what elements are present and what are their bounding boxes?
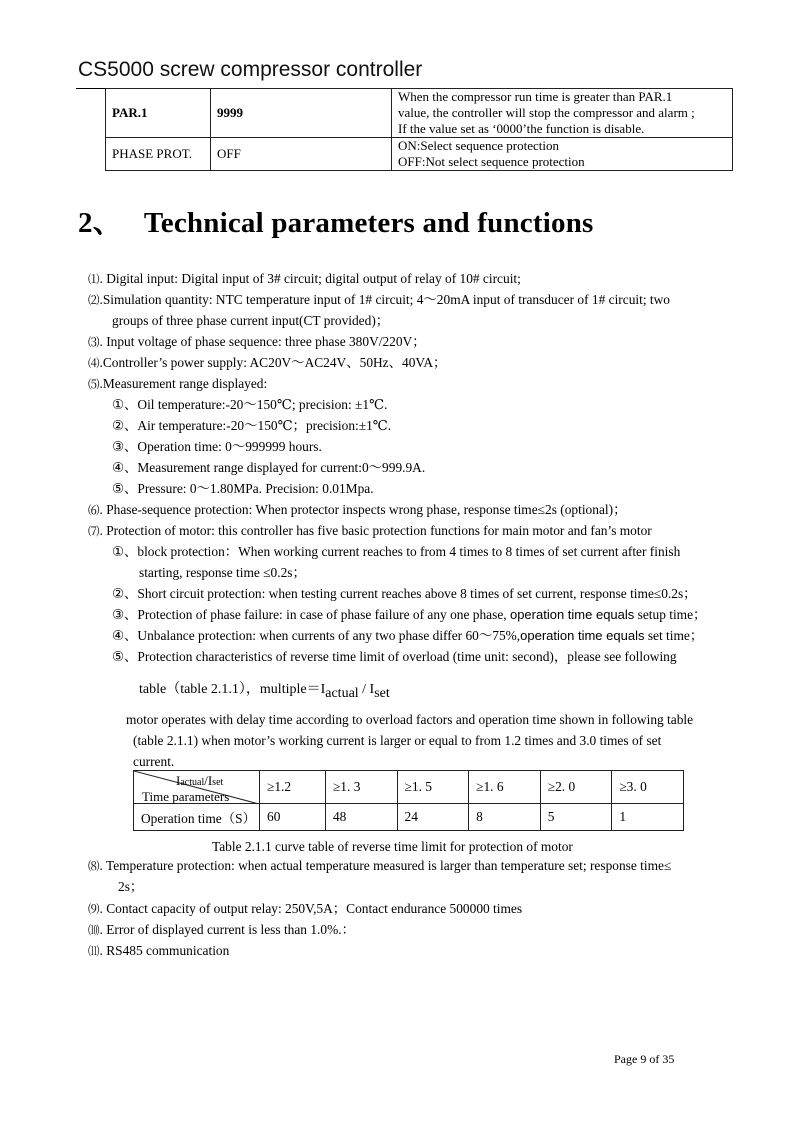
sub-item [112, 627, 703, 645]
time-cell: 5 [540, 804, 612, 831]
item-continuation: groups of three phase current input(CT provided)； [112, 313, 390, 328]
desc-line: ON:Select sequence protection [398, 138, 559, 153]
subscript: set [212, 777, 224, 788]
time-cell: 8 [469, 804, 541, 831]
sub-item: ①、Oil temperature:-20～150℃; precision: ±1℃. [112, 397, 388, 412]
formula-line [139, 681, 390, 703]
param-description [392, 138, 733, 171]
item-phase-sequence [88, 501, 626, 520]
section-title-text: Technical parameters and functions [143, 207, 594, 239]
text-run: / I [358, 682, 375, 697]
desc-line: When the compressor run time is greater than PAR.1 [398, 89, 673, 104]
sub-item: ①、block protection：When working current reaches to from 4 times to 8 times of set current after finish [112, 544, 681, 559]
time-cell: 1 [612, 804, 684, 831]
item-continuation: 2s； [118, 879, 144, 894]
time-cell: 48 [325, 804, 397, 831]
item-motor-protection [88, 522, 652, 541]
section-number: 2、 [78, 207, 122, 239]
corner-header-cell [134, 771, 260, 804]
item-marker: ⑹ [88, 505, 100, 517]
item-text: . Protection of motor: this controller has five basic protection functions for main motor and fan’s motor [99, 523, 652, 538]
item-marker: ⑴ [88, 274, 100, 286]
factor-cell: ≥1.2 [260, 771, 326, 804]
text-run: operation time equals [520, 628, 645, 643]
text-run: operation time equals [509, 607, 635, 622]
sub-item: ④、Measurement range displayed for current:0～999.9A. [112, 460, 426, 475]
document-header-title: CS5000 screw compressor controller [78, 58, 423, 81]
factor-cell: ≥1. 3 [325, 771, 397, 804]
item-text: . Digital input: Digital input of 3# circuit; digital output of relay of 10# circuit; [99, 271, 521, 286]
item-marker: ⑾ [88, 946, 100, 958]
item-text: . Temperature protection: when actual temperature measured is larger than temperature set; response time≤ [99, 858, 672, 873]
page-number: Page 9 of 35 [614, 1052, 675, 1066]
item-rs485 [88, 942, 229, 961]
corner-top-label [176, 773, 223, 789]
sub-item: ③、Operation time: 0～999999 hours. [112, 439, 322, 454]
desc-line: If the value set as ‘0000’the function is disable. [398, 121, 645, 136]
item-text: . Phase-sequence protection: When protector inspects wrong phase, response time≤2s (optional)； [99, 502, 627, 517]
paragraph-line: current. [133, 754, 175, 769]
sub-item [112, 606, 706, 624]
item-marker: ⑺ [88, 526, 100, 538]
sub-item: ②、Air temperature:-20～150℃；precision:±1℃. [112, 418, 392, 433]
table-row [106, 138, 733, 171]
item-text: .Simulation quantity: NTC temperature input of 1# circuit; 4～20mA input of transducer of 1# circuit; two [99, 292, 670, 307]
factor-cell: ≥3. 0 [612, 771, 684, 804]
subscript: set [374, 686, 390, 701]
time-cell: 24 [397, 804, 469, 831]
item-marker: ⑻ [88, 861, 100, 873]
item-marker: ⑽ [88, 925, 100, 937]
text-run: I [176, 773, 181, 788]
text-run: table（table 2.1.1），multiple＝I [139, 682, 326, 697]
table-row [134, 771, 684, 804]
item-marker: ⑷ [88, 358, 100, 370]
item-simulation-quantity [88, 291, 670, 310]
table-caption: Table 2.1.1 curve table of reverse time limit for protection of motor [212, 839, 573, 854]
item-text: . Error of displayed current is less than 1.0%.： [99, 922, 355, 937]
item-current-error [88, 921, 355, 940]
subscript: actual [325, 686, 359, 701]
item-text: . Input voltage of phase sequence: three phase 380V/220V； [99, 334, 426, 349]
text-run: ④、Unbalance protection: when currents of any two phase differ 60～75%, [112, 628, 521, 643]
item-marker: ⑶ [88, 337, 100, 349]
text-run: set time； [644, 628, 704, 643]
parameter-table [105, 88, 733, 171]
row-label-cell: Operation time（S） [134, 804, 260, 831]
table-row [134, 804, 684, 831]
text-run: /I [204, 773, 213, 788]
text-run: setup time； [634, 607, 707, 622]
param-name: PAR.1 [106, 89, 211, 138]
param-value: OFF [211, 138, 392, 171]
sub-item-continuation: starting, response time ≤0.2s； [139, 565, 306, 580]
factor-cell: ≥1. 5 [397, 771, 469, 804]
item-input-voltage [88, 333, 426, 352]
subscript: actual [180, 777, 205, 788]
paragraph-line: (table 2.1.1) when motor’s working current is larger or equal to from 1.2 times and 3.0 times of set [133, 733, 662, 748]
sub-item: ②、Short circuit protection: when testing current reaches above 8 times of set current, response time≤0.2s； [112, 586, 697, 601]
time-cell: 60 [260, 804, 326, 831]
item-text: .Controller’s power supply: AC20V～AC24V、50Hz、40VA； [99, 355, 447, 370]
desc-line: value, the controller will stop the compressor and alarm ; [398, 105, 695, 120]
corner-bottom-label: Time parameters [142, 789, 230, 804]
param-description [392, 89, 733, 138]
text-run: ③、Protection of phase failure: in case of phase failure of any one phase, [112, 607, 510, 622]
item-text: . Contact capacity of output relay: 250V,5A；Contact endurance 500000 times [99, 901, 523, 916]
section-heading [78, 200, 594, 241]
desc-line: OFF:Not select sequence protection [398, 154, 585, 169]
item-measurement-range [88, 375, 267, 394]
item-contact-capacity [88, 900, 522, 919]
param-value: 9999 [211, 89, 392, 138]
item-temperature-protection [88, 857, 671, 876]
sub-item: ⑤、Protection characteristics of reverse time limit of overload (time unit: second)，please see following [112, 649, 677, 664]
item-marker: ⑼ [88, 904, 100, 916]
overload-table [133, 770, 684, 831]
sub-item: ⑤、Pressure: 0～1.80MPa. Precision: 0.01Mpa. [112, 481, 374, 496]
item-marker: ⑸ [88, 379, 100, 391]
table-row [106, 89, 733, 138]
factor-cell: ≥1. 6 [469, 771, 541, 804]
paragraph-line: motor operates with delay time according to overload factors and operation time shown in following table [126, 712, 694, 727]
item-marker: ⑵ [88, 295, 100, 307]
item-power-supply [88, 354, 446, 373]
param-name: PHASE PROT. [106, 138, 211, 171]
item-digital-input [88, 270, 521, 289]
item-text: . RS485 communication [99, 943, 230, 958]
item-text: .Measurement range displayed: [99, 376, 268, 391]
factor-cell: ≥2. 0 [540, 771, 612, 804]
